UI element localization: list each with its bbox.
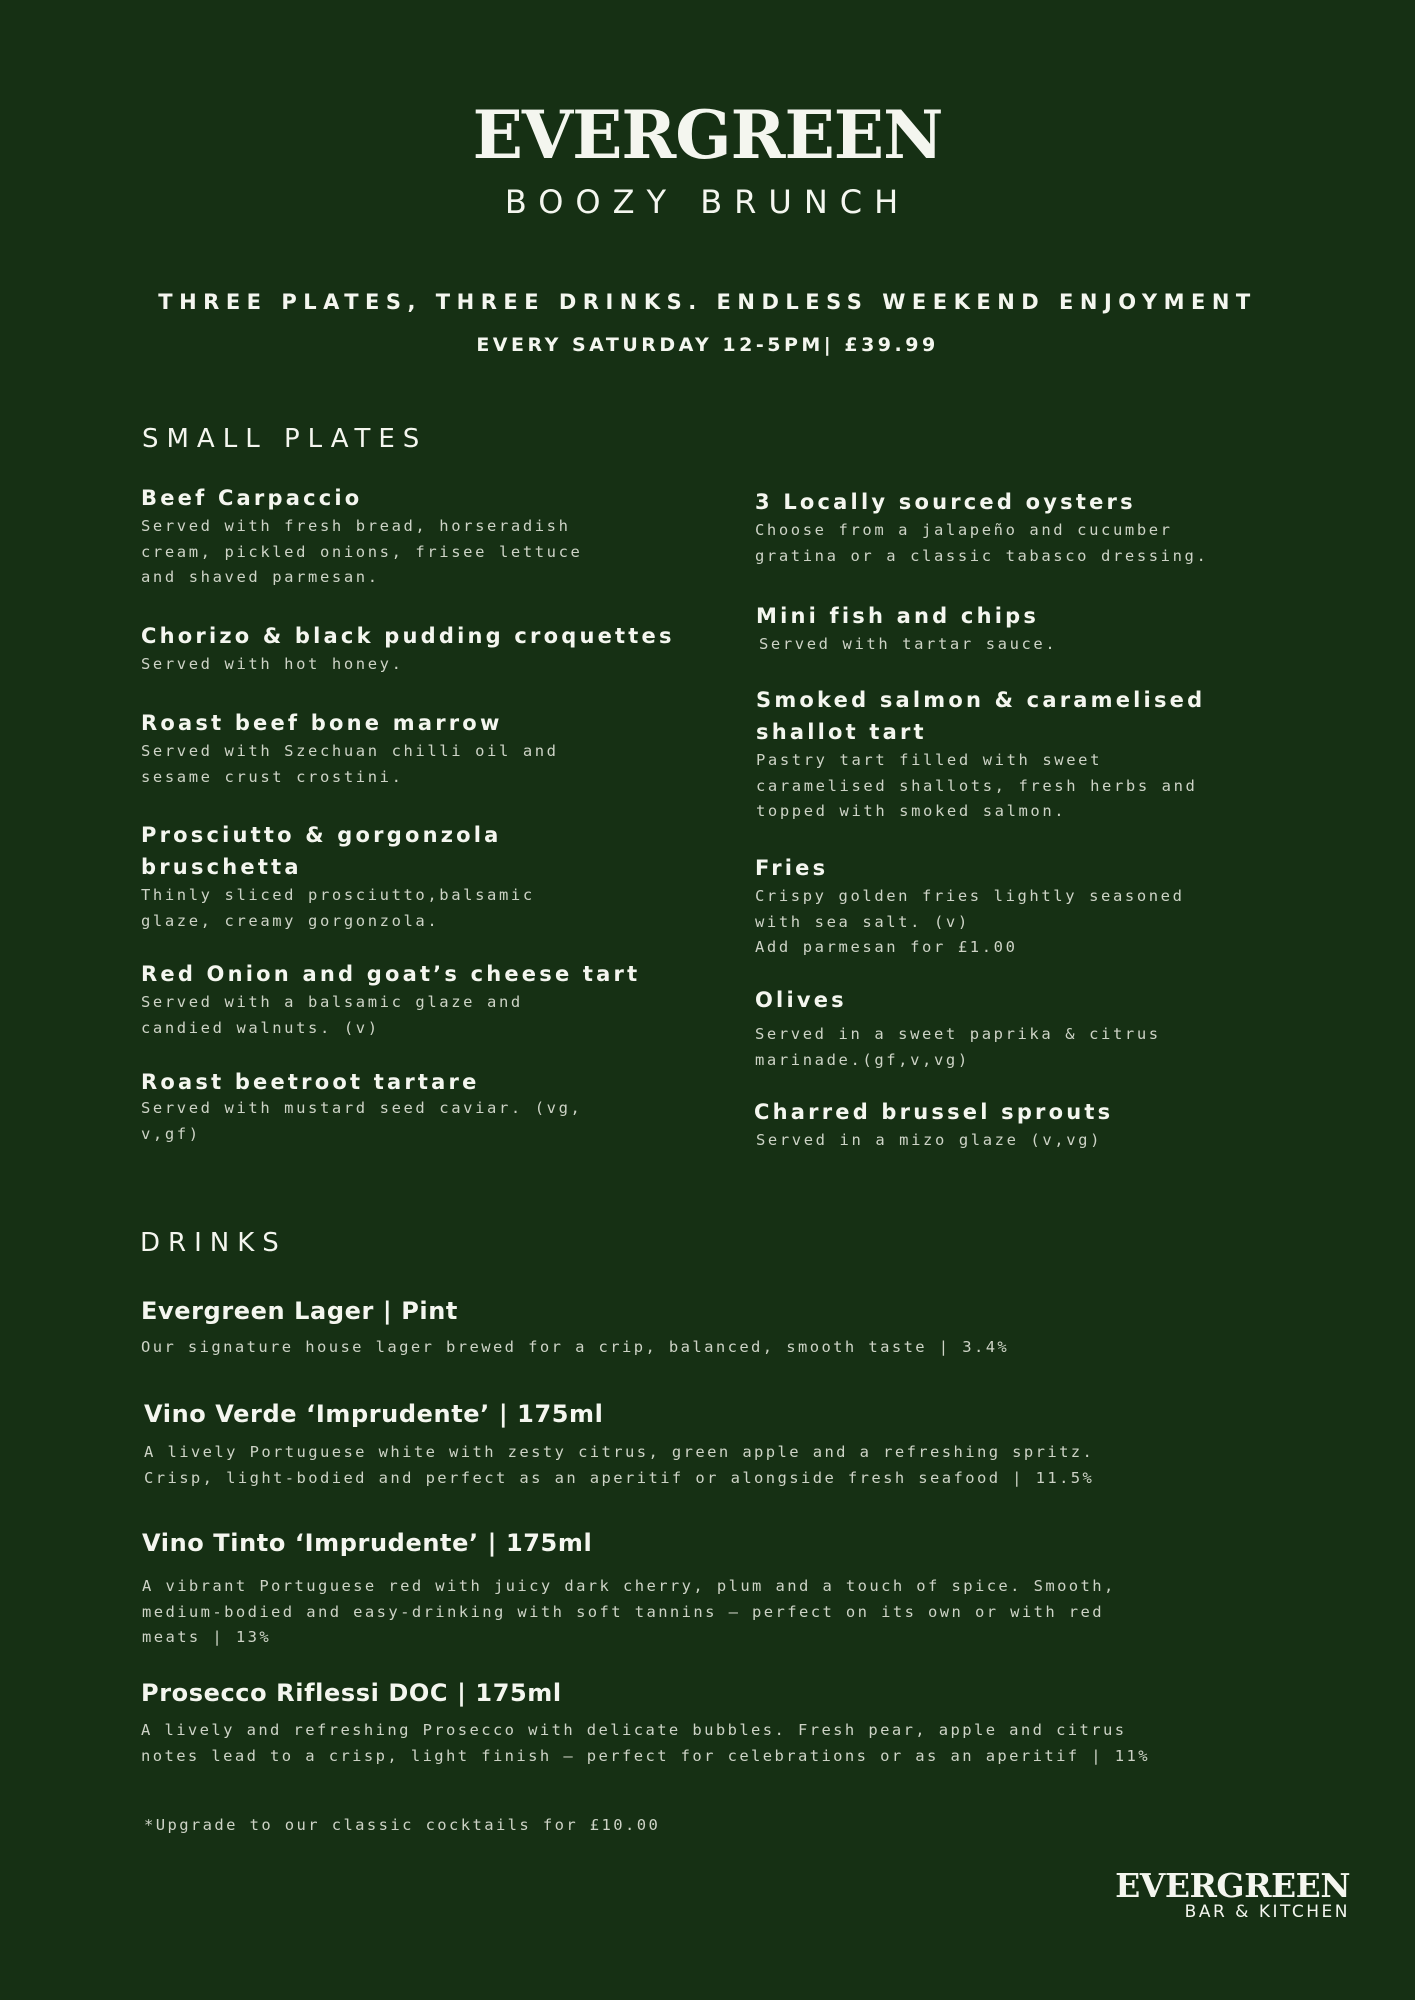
menu-item bbox=[141, 482, 661, 591]
menu-item-description: Served with tartar sauce. bbox=[759, 635, 1058, 653]
menu-item-description: Served with a balsamic glaze and candied walnuts. (v) bbox=[141, 993, 523, 1037]
menu-item-name: Smoked salmon & caramelised shallot tart bbox=[756, 688, 1206, 744]
drink-name: Vino Tinto ‘Imprudente’ | 175ml bbox=[142, 1529, 593, 1557]
menu-item bbox=[755, 852, 1355, 961]
drink-name: Evergreen Lager | Pint bbox=[141, 1297, 458, 1325]
menu-item-description: Served with Szechuan chilli oil and sesame crust crostini. bbox=[141, 742, 559, 786]
drink-item bbox=[142, 1526, 1242, 1651]
menu-item-description: Choose from a jalapeño and cucumber gratina or a classic tabasco dressing. bbox=[755, 521, 1209, 565]
menu-item-description: Served with mustard seed caviar. (vg, v,gf) bbox=[141, 1099, 583, 1143]
menu-item bbox=[141, 620, 741, 678]
drink-item bbox=[141, 1676, 1241, 1769]
menu-item-name: Charred brussel sprouts bbox=[754, 1100, 1114, 1124]
menu-tagline: THREE PLATES, THREE DRINKS. ENDLESS WEEKEND ENJOYMENT bbox=[158, 290, 1257, 314]
cocktail-upgrade-note: *Upgrade to our classic cocktails for £10.00 bbox=[144, 1816, 661, 1834]
menu-item-name: Roast beef bone marrow bbox=[141, 711, 503, 735]
drink-name: Prosecco Riflessi DOC | 175ml bbox=[141, 1679, 562, 1707]
menu-item-name: Prosciutto & gorgonzola bruschetta bbox=[141, 823, 502, 879]
drink-description: Our signature house lager brewed for a crip, balanced, smooth taste | 3.4% bbox=[141, 1338, 1010, 1356]
drink-item bbox=[144, 1397, 1244, 1491]
menu-item-name: Chorizo & black pudding croquettes bbox=[141, 624, 675, 648]
menu-item-name: Red Onion and goat’s cheese tart bbox=[141, 962, 641, 986]
small-plates-heading: SMALL PLATES bbox=[142, 424, 428, 454]
bar-and-kitchen-label: BAR & KITCHEN bbox=[1184, 1902, 1350, 1922]
menu-item bbox=[141, 707, 661, 790]
menu-subtitle: BOOZY BRUNCH bbox=[504, 183, 911, 221]
menu-item bbox=[756, 684, 1356, 825]
menu-item bbox=[756, 600, 1276, 658]
menu-item-name: Olives bbox=[755, 988, 847, 1012]
menu-item bbox=[141, 819, 661, 934]
menu-item-name: Mini fish and chips bbox=[756, 604, 1040, 628]
drink-item bbox=[141, 1294, 1241, 1361]
menu-item-description: Served with hot honey. bbox=[141, 655, 404, 673]
menu-item-description: Served in a sweet paprika & citrus marinade.(gf,v,vg) bbox=[755, 1025, 1161, 1069]
menu-item-description: Pastry tart filled with sweet caramelised shallots, fresh herbs and topped with smoked salmon. bbox=[756, 751, 1198, 820]
drinks-heading: DRINKS bbox=[140, 1228, 287, 1258]
drink-description: A lively and refreshing Prosecco with delicate bubbles. Fresh pear, apple and citrus notes lead to a crisp, light finish – perfect for celebrations or as an aperitif | 11% bbox=[141, 1721, 1150, 1765]
menu-item-description: Served with fresh bread, horseradish cream, pickled onions, frisee lettuce and shaved parmesan. bbox=[141, 517, 583, 586]
menu-item bbox=[141, 958, 701, 1041]
drink-description: A lively Portuguese white with zesty citrus, green apple and a refreshing spritz. Crisp, light-bodied and perfect as an aperitif or alongside fresh seafood | 11.5% bbox=[144, 1443, 1095, 1487]
menu-item bbox=[754, 1096, 1274, 1154]
drink-name: Vino Verde ‘Imprudente’ | 175ml bbox=[144, 1400, 604, 1428]
menu-item-name: Fries bbox=[755, 856, 829, 880]
menu-item bbox=[141, 1068, 661, 1147]
schedule-and-price: EVERY SATURDAY 12-5PM| £39.99 bbox=[476, 334, 939, 356]
evergreen-footer-logo: EVERGREEN bbox=[1115, 1866, 1350, 1905]
evergreen-logo: EVERGREEN bbox=[472, 96, 943, 174]
menu-item bbox=[755, 984, 1275, 1073]
menu-item-name: Roast beetroot tartare bbox=[141, 1070, 480, 1094]
menu-item-description: Served in a mizo glaze (v,vg) bbox=[756, 1131, 1103, 1149]
menu-item-name: 3 Locally sourced oysters bbox=[755, 490, 1136, 514]
menu-item-description: Thinly sliced prosciutto,balsamic glaze, creamy gorgonzola. bbox=[141, 886, 535, 930]
menu-item-description: Crispy golden fries lightly seasoned with sea salt. (v) Add parmesan for £1.00 bbox=[755, 887, 1185, 956]
menu-item bbox=[755, 486, 1375, 569]
drink-description: A vibrant Portuguese red with juicy dark cherry, plum and a touch of spice. Smooth, medium-bodied and easy-drinking with soft tannins – perfect on its own or with red meats | 13% bbox=[142, 1577, 1116, 1646]
menu-item-name: Beef Carpaccio bbox=[141, 486, 363, 510]
